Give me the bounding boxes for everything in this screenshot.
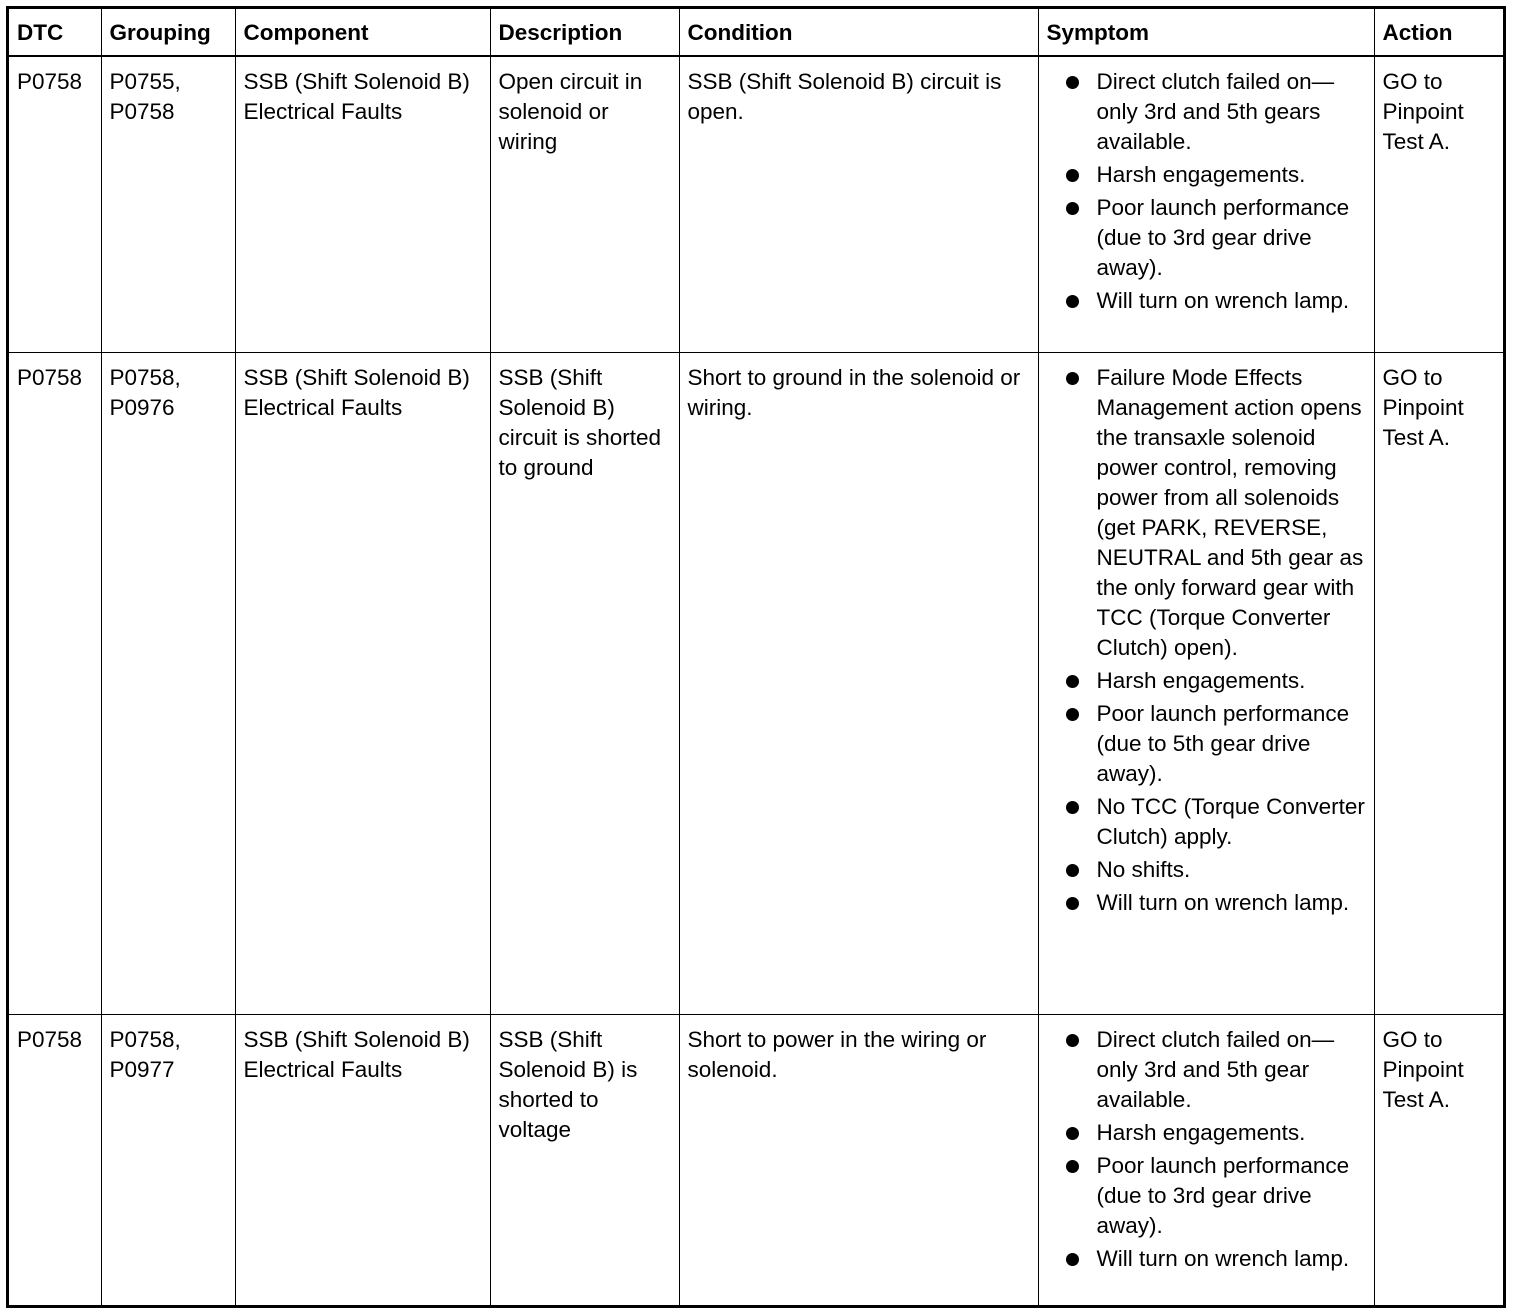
cell-dtc: P0758 (9, 1014, 101, 1308)
symptom-item (1047, 699, 1366, 789)
symptom-text: Poor launch performance (due to 5th gear drive away). (1096, 700, 1350, 786)
cell-action: GO to Pinpoint Test A. (1374, 352, 1506, 1014)
cell-component: SSB (Shift Solenoid B) Electrical Faults (235, 352, 490, 1014)
symptom-text: No shifts. (1096, 856, 1191, 882)
cell-component: SSB (Shift Solenoid B) Electrical Faults (235, 56, 490, 352)
symptom-item (1047, 160, 1366, 190)
symptom-item (1047, 666, 1366, 696)
symptom-text: Poor launch performance (due to 3rd gear drive away). (1096, 1152, 1350, 1238)
cell-description: SSB (Shift Solenoid B) circuit is shorted to ground (490, 352, 679, 1014)
symptom-item (1047, 855, 1366, 885)
symptom-text: Failure Mode Effects Management action opens the transaxle solenoid power control, removing power from all solenoids (get PARK, REVERSE, NEUTRAL and 5th gear as the only forward gear with TCC (Torque Converter Clutch) open). (1096, 364, 1364, 660)
cell-action: GO to Pinpoint Test A. (1374, 56, 1506, 352)
cell-condition: SSB (Shift Solenoid B) circuit is open. (679, 56, 1038, 352)
header-action: Action (1374, 9, 1506, 56)
bullet-icon (1066, 202, 1079, 215)
symptom-text: Direct clutch failed on—only 3rd and 5th gear available. (1096, 1026, 1335, 1112)
cell-symptom (1038, 352, 1374, 1014)
cell-action: GO to Pinpoint Test A. (1374, 1014, 1506, 1308)
symptom-item (1047, 1151, 1366, 1241)
symptom-text: Harsh engagements. (1096, 1119, 1306, 1145)
symptom-list (1047, 1025, 1366, 1274)
symptom-item (1047, 1118, 1366, 1148)
symptom-text: Will turn on wrench lamp. (1096, 288, 1350, 313)
bullet-icon (1066, 76, 1079, 89)
bullet-icon (1066, 295, 1079, 308)
bullet-icon (1066, 708, 1079, 721)
header-dtc: DTC (9, 9, 101, 56)
symptom-text: Poor launch performance (due to 3rd gear drive away). (1096, 195, 1350, 280)
cell-condition: Short to ground in the solenoid or wiring. (679, 352, 1038, 1014)
symptom-item (1047, 888, 1366, 918)
symptom-list (1047, 67, 1366, 316)
bullet-icon (1066, 897, 1079, 910)
cell-description: SSB (Shift Solenoid B) is shorted to voltage (490, 1014, 679, 1308)
symptom-item (1047, 1025, 1366, 1115)
cell-grouping: P0758, P0977 (101, 1014, 235, 1308)
symptom-text: Will turn on wrench lamp. (1096, 889, 1350, 915)
symptom-text: Harsh engagements. (1096, 162, 1306, 187)
symptom-item (1047, 193, 1366, 283)
cell-grouping: P0758, P0976 (101, 352, 235, 1014)
bullet-icon (1066, 864, 1079, 877)
cell-condition: Short to power in the wiring or solenoid. (679, 1014, 1038, 1308)
symptom-text: No TCC (Torque Converter Clutch) apply. (1096, 793, 1365, 849)
header-grouping: Grouping (101, 9, 235, 56)
symptom-text: Will turn on wrench lamp. (1096, 1245, 1350, 1271)
bullet-icon (1066, 1160, 1079, 1173)
cell-component: SSB (Shift Solenoid B) Electrical Faults (235, 1014, 490, 1308)
table-row (9, 56, 1506, 352)
symptom-item (1047, 67, 1366, 157)
header-condition: Condition (679, 9, 1038, 56)
cell-symptom (1038, 56, 1374, 352)
bullet-icon (1066, 169, 1079, 182)
symptom-text: Direct clutch failed on—only 3rd and 5th gears available. (1096, 69, 1335, 154)
symptom-item (1047, 286, 1366, 316)
cell-dtc: P0758 (9, 352, 101, 1014)
symptom-item (1047, 363, 1366, 663)
cell-symptom (1038, 1014, 1374, 1308)
bullet-icon (1066, 675, 1079, 688)
table-row (9, 352, 1506, 1014)
bullet-icon (1066, 1034, 1079, 1047)
table-row (9, 1014, 1506, 1308)
bullet-icon (1066, 1127, 1079, 1140)
cell-description: Open circuit in solenoid or wiring (490, 56, 679, 352)
symptom-item (1047, 1244, 1366, 1274)
dtc-table (9, 9, 1506, 1308)
cell-dtc: P0758 (9, 56, 101, 352)
bullet-icon (1066, 1253, 1079, 1266)
table-header-row (9, 9, 1506, 56)
symptom-text: Harsh engagements. (1096, 667, 1306, 693)
symptom-list (1047, 363, 1366, 918)
header-component: Component (235, 9, 490, 56)
symptom-item (1047, 792, 1366, 852)
bullet-icon (1066, 801, 1079, 814)
cell-grouping: P0755, P0758 (101, 56, 235, 352)
header-description: Description (490, 9, 679, 56)
dtc-table-container (6, 6, 1506, 1308)
bullet-icon (1066, 372, 1079, 385)
header-symptom: Symptom (1038, 9, 1374, 56)
